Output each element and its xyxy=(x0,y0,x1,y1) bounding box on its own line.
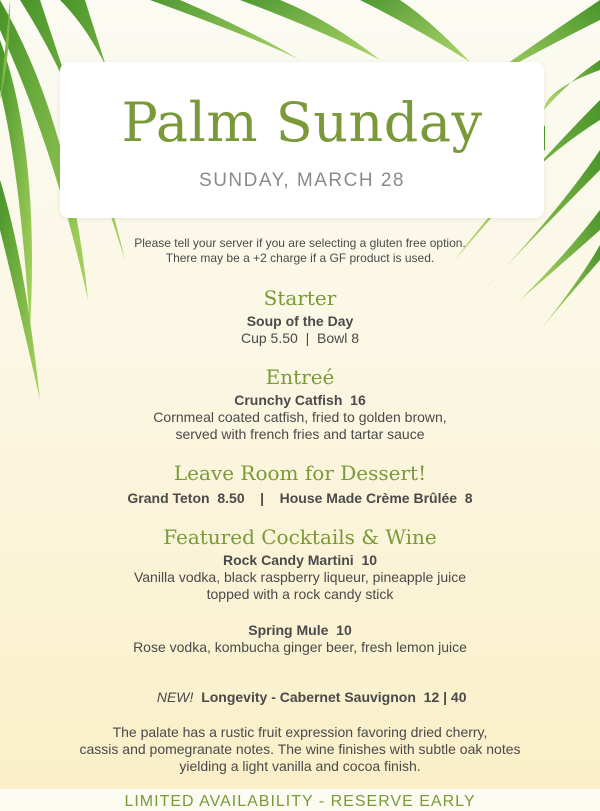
wine-desc-1: The palate has a rustic fruit expression favoring dried cherry, xyxy=(112,724,488,740)
wine-desc-2: cassis and pomegranate notes. The wine finishes with subtle oak notes xyxy=(79,741,521,757)
starter-prices: Cup 5.50 | Bowl 8 xyxy=(240,330,360,346)
wine-heading xyxy=(0,670,600,724)
dessert-section xyxy=(0,461,600,507)
notice-line-2: There may be a +2 charge if a GF product is used. xyxy=(165,251,435,265)
menu-content xyxy=(0,236,600,811)
entree-title: Entreé xyxy=(265,365,335,389)
wine-desc-3: yielding a light vanilla and cocoa finish. xyxy=(179,758,421,774)
entree-desc-2: served with french fries and tartar sauce xyxy=(175,426,425,442)
mule-name: Spring Mule 10 xyxy=(248,622,352,638)
starter-item-name: Soup of the Day xyxy=(246,313,354,329)
entree-desc-1: Cornmeal coated catfish, fried to golden brown, xyxy=(153,409,447,425)
martini-name: Rock Candy Martini 10 xyxy=(222,552,378,568)
entree-section xyxy=(0,365,600,443)
reservation-note: LIMITED AVAILABILITY - RESERVE EARLY xyxy=(124,793,476,810)
event-date: SUNDAY, MARCH 28 xyxy=(199,170,405,191)
dessert-title: Leave Room for Dessert! xyxy=(173,461,427,485)
wine-name: Longevity - Cabernet Sauvignon 12 | 40 xyxy=(201,689,467,705)
notice-line-1: Please tell your server if you are selecting a gluten free option. xyxy=(134,236,466,250)
martini-desc-1: Vanilla vodka, black raspberry liqueur, pineapple juice xyxy=(133,569,467,585)
gluten-free-notice xyxy=(0,236,600,266)
header-card xyxy=(60,62,544,218)
top-frond-cluster xyxy=(150,0,470,62)
new-badge: NEW! xyxy=(156,689,194,705)
cocktails-title: Featured Cocktails & Wine xyxy=(163,525,437,549)
page-title: Palm Sunday xyxy=(121,91,483,154)
martini-desc-2: topped with a rock candy stick xyxy=(206,586,394,602)
entree-item-name: Crunchy Catfish 16 xyxy=(234,392,366,408)
cocktails-section xyxy=(0,525,600,775)
dessert-items: Grand Teton 8.50 | House Made Crème Brûlée 8 xyxy=(127,490,473,506)
mule-desc: Rose vodka, kombucha ginger beer, fresh lemon juice xyxy=(133,639,467,655)
starter-section xyxy=(0,286,600,347)
starter-title: Starter xyxy=(263,286,337,310)
